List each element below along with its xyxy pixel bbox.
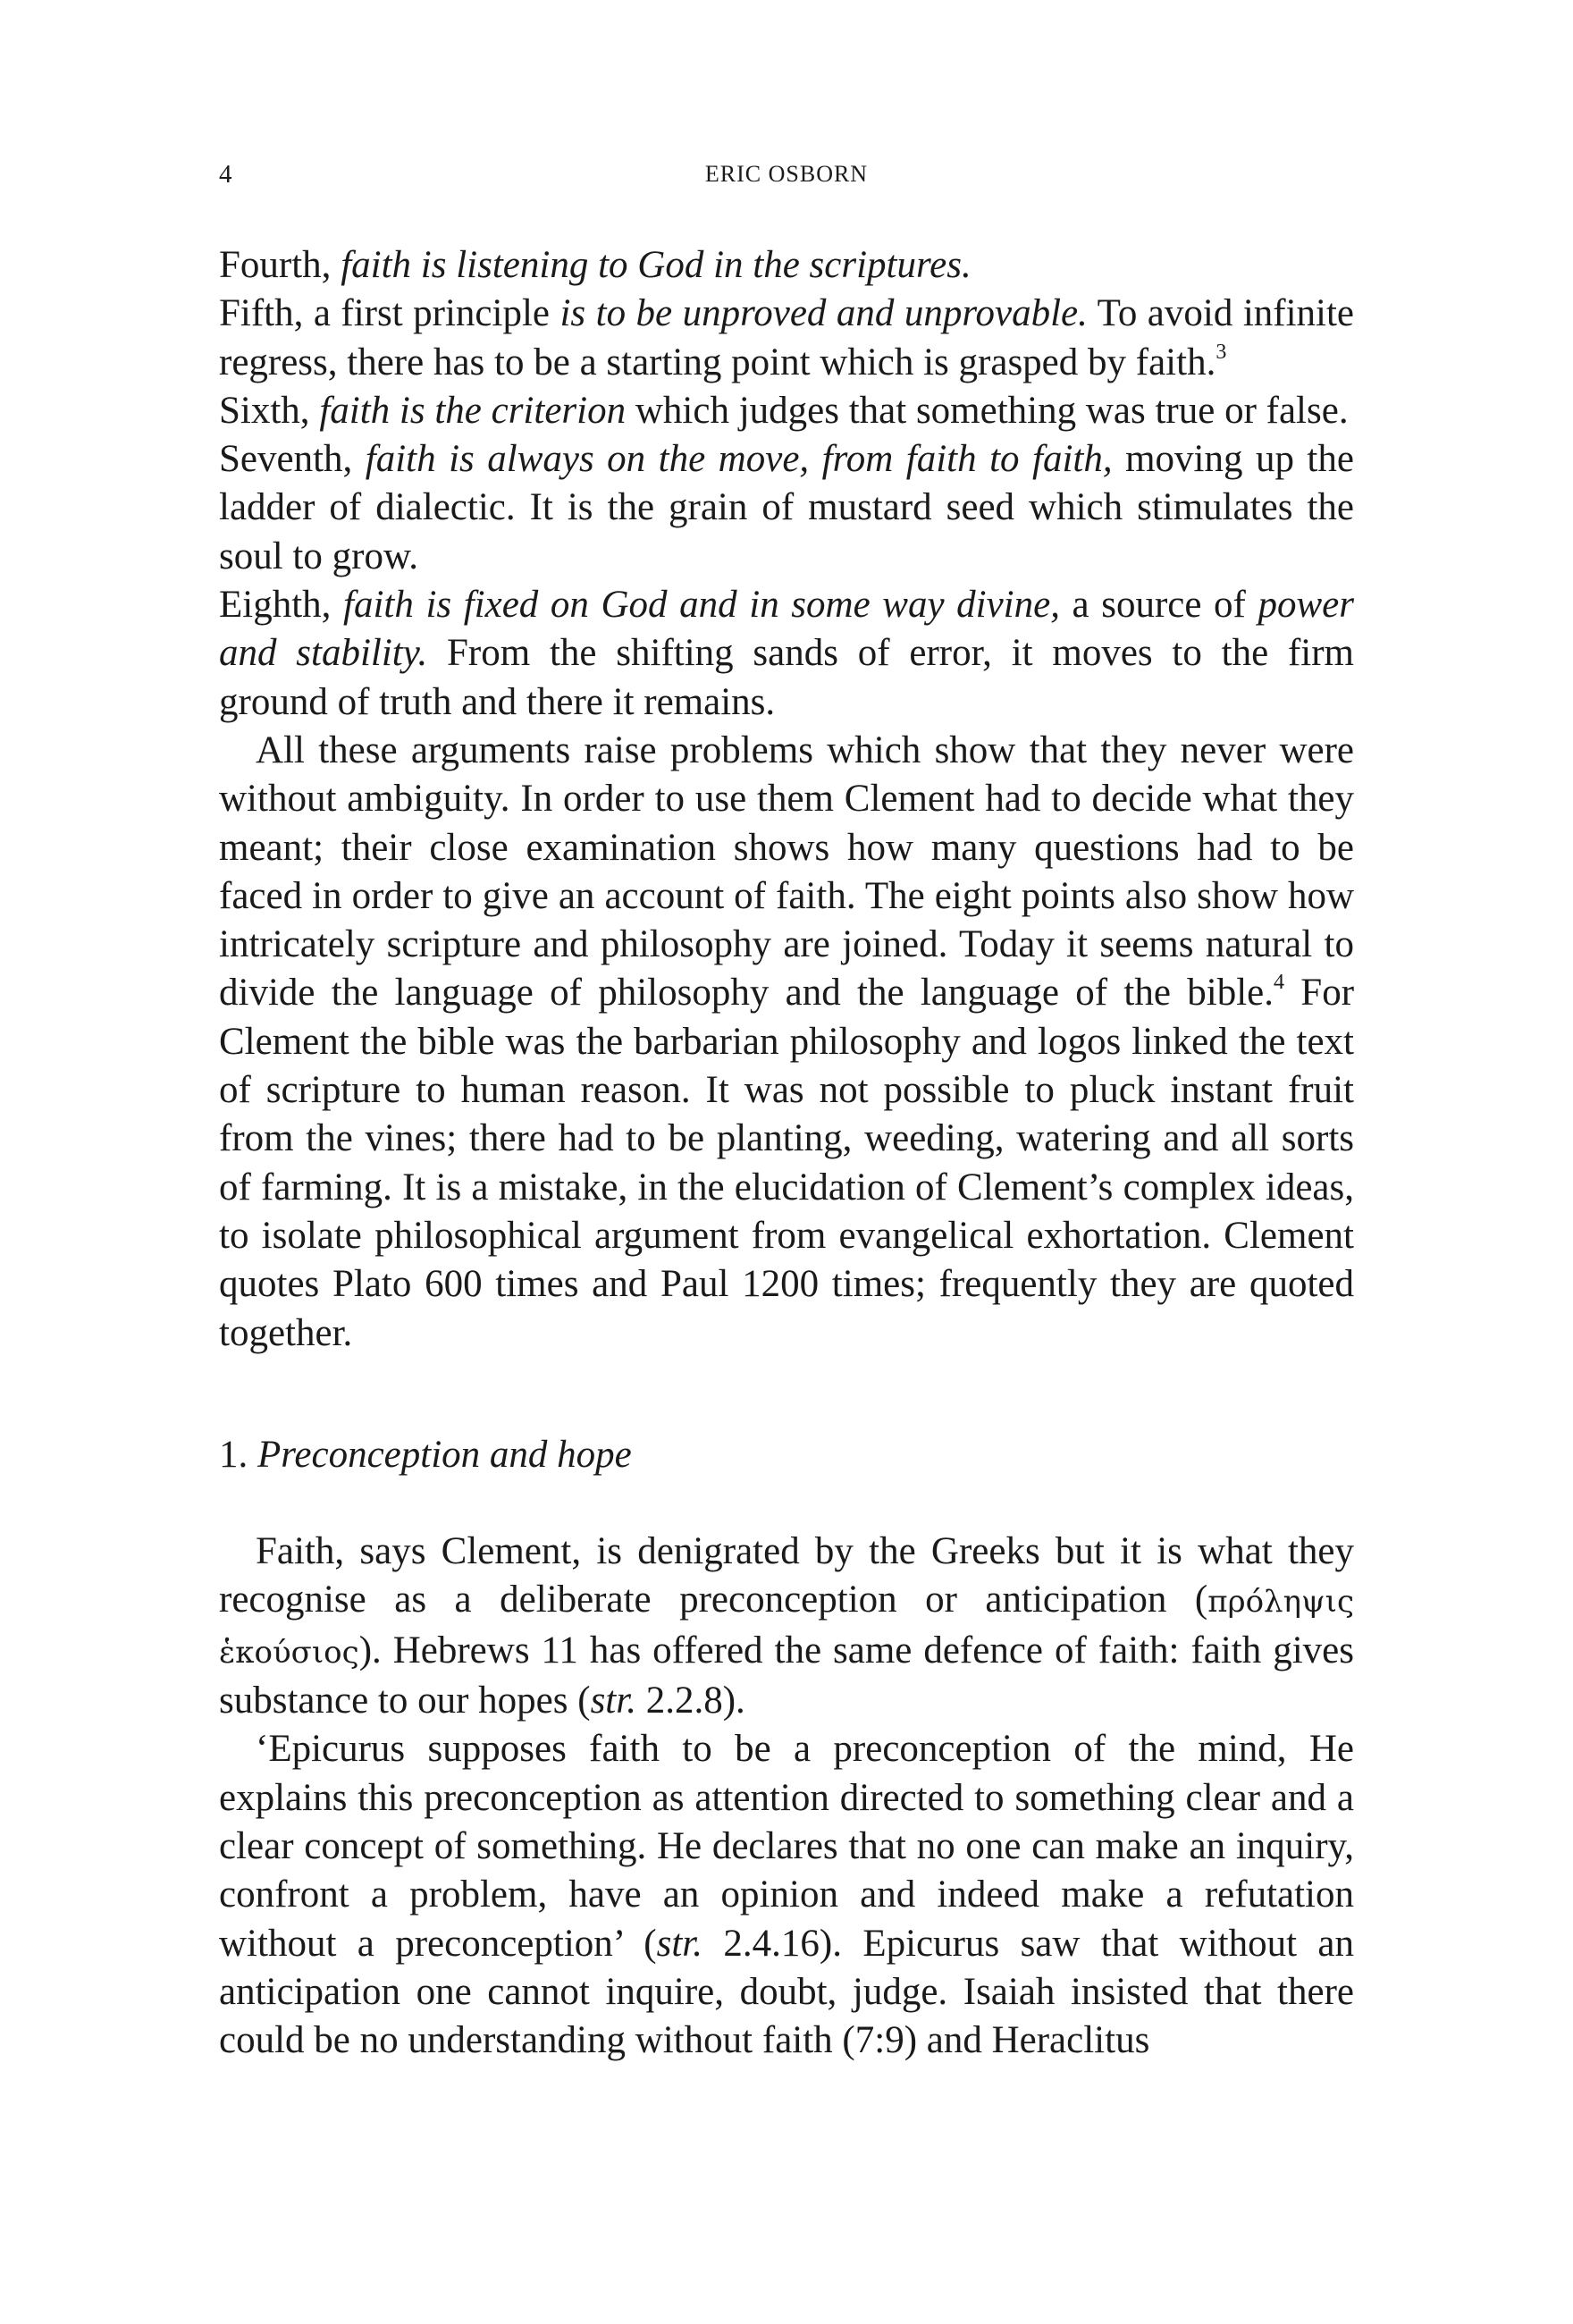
emphasis: is to be unproved and unprovable. bbox=[559, 292, 1088, 335]
paragraph-text: All these arguments raise problems which show that they never were without ambiguity. In order to use them Clement had to decide what they meant; their close examination shows how many questions had to be faced in order to give an account of faith. The eight points also show how intricately scripture and philosophy are joined. Today it seems natural to divide the language of philosophy and the language of the bible. bbox=[219, 728, 1354, 1015]
greek-term: πρόληψις ἑκούσιος bbox=[219, 1584, 1354, 1671]
citation-abbrev: str. bbox=[590, 1680, 636, 1722]
citation-ref: 2.4.16). bbox=[702, 1922, 842, 1965]
paragraph-arguments bbox=[219, 727, 1354, 1358]
running-head bbox=[219, 156, 1354, 192]
paragraph-faith bbox=[219, 1528, 1354, 1725]
running-title: ERIC OSBORN bbox=[704, 161, 869, 187]
list-item-fourth bbox=[219, 241, 1354, 290]
list-item-eighth bbox=[219, 581, 1354, 727]
emphasis: faith is fixed on God and in some way divine, bbox=[343, 584, 1060, 627]
list-item-prefix: Fifth, a first principle bbox=[219, 292, 560, 335]
list-item-seventh bbox=[219, 435, 1354, 581]
list-item-prefix: Sixth, bbox=[219, 389, 320, 432]
list-item-text: a source of bbox=[1059, 584, 1258, 627]
section-heading bbox=[219, 1431, 1354, 1479]
paragraph-text: ). Hebrews 11 has offered the same defence of faith: faith gives substance to our hopes ( bbox=[219, 1629, 1354, 1722]
paragraph-text: For Clement the bible was the barbarian philosophy and logos linked the text of scripture to human reason. It was not possible to pluck instant fruit from the vines; there had to be planting, weeding, watering and all sorts of farming. It is a mistake, in the elucidation of Clement’s complex ideas, to isolate philosophical argument from evangelical exhortation. Clement quotes Plato 600 times and Paul 1200 times; frequently they are quoted together. bbox=[219, 972, 1355, 1354]
paragraph-text: Faith, says Clement, is denigrated by the Greeks but it is what they recognise as a deliberate preconception or anticipation ( bbox=[219, 1530, 1354, 1621]
list-item-text: which judges that something was true or false. bbox=[626, 389, 1349, 432]
list-item-fifth bbox=[219, 290, 1354, 387]
section-title: Preconception and hope bbox=[257, 1433, 632, 1476]
list-item-prefix: Eighth, bbox=[219, 584, 344, 627]
page-number: 4 bbox=[219, 160, 232, 189]
emphasis: faith is the criterion bbox=[319, 389, 627, 432]
paragraph-text: ‘Epicurus supposes faith to be a preconception of the mind, He explains this preconception as attention directed to something clear and a clear concept of something. He declares that no one can make an inquiry, confront a problem, have an opinion and indeed make a refutation without a preconception’ ( bbox=[219, 1728, 1354, 1965]
emphasis: power and stability. bbox=[219, 584, 1354, 675]
paragraph-text: Epicurus saw that without an anticipation one cannot inquire, doubt, judge. Isaiah insisted that there could be no understanding without faith (7:9) and Heraclitus bbox=[219, 1922, 1355, 2062]
citation-abbrev: str. bbox=[656, 1922, 703, 1965]
paragraph-epicurus bbox=[219, 1725, 1354, 2065]
section-number: 1. bbox=[219, 1433, 257, 1476]
list-item-text: To avoid infinite regress, there has to be a starting point which is grasped by faith. bbox=[219, 292, 1355, 383]
list-item-prefix: Seventh, bbox=[219, 438, 366, 481]
list-item-sixth bbox=[219, 387, 1354, 435]
body-text bbox=[219, 241, 1354, 2065]
footnote-marker: 3 bbox=[1216, 340, 1227, 364]
list-item-prefix: Fourth, bbox=[219, 244, 341, 286]
list-item-text: moving up the ladder of dialectic. It is the grain of mustard seed which stimulates the soul to grow. bbox=[219, 438, 1354, 577]
emphasis: faith is always on the move, from faith to faith, bbox=[365, 438, 1113, 481]
citation-ref: 2.2.8). bbox=[635, 1680, 745, 1722]
emphasis: faith is listening to God in the scriptures. bbox=[341, 244, 972, 286]
footnote-marker: 4 bbox=[1273, 971, 1284, 995]
list-item-text: From the shifting sands of error, it moves to the firm ground of truth and there it remains. bbox=[219, 632, 1354, 723]
